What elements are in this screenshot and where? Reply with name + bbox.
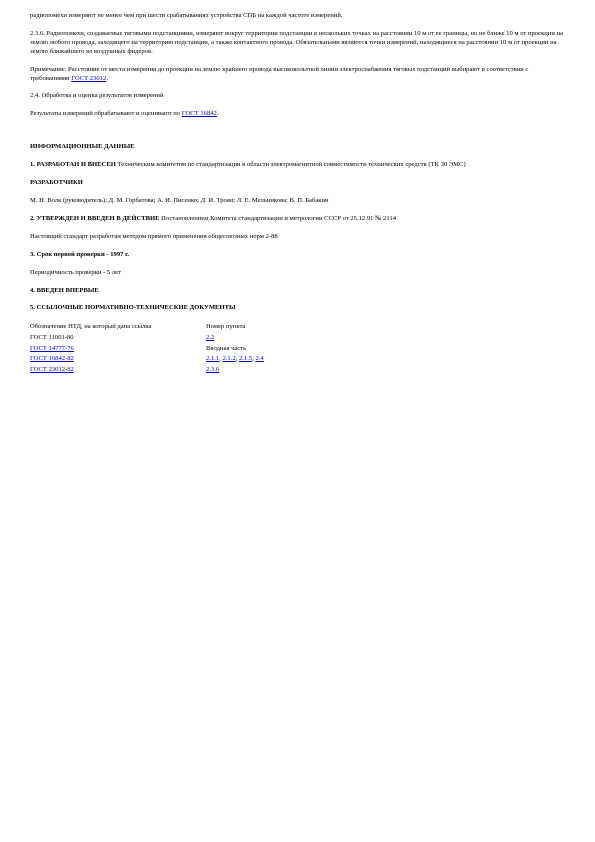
table-row [30, 333, 326, 344]
item-2-label: 2. УТВЕРЖДЕН И ВВЕДЕН В ДЕЙСТВИЕ [30, 214, 160, 222]
info-item-3: 3. Срок первой проверки - 1997 г. [30, 250, 129, 258]
references-table [30, 322, 326, 375]
section-2-4-heading: 2.4. Обработка и оценка результатов измерений [30, 92, 164, 100]
table-row [30, 344, 326, 355]
item-link[interactable]: 2.1.1 [206, 355, 220, 363]
item-3-periodicity: Периодичность проверки - 5 лет [30, 268, 121, 276]
table-cell-items [206, 333, 326, 344]
paragraph-note [30, 66, 567, 84]
table-cell-doc [30, 354, 206, 365]
paragraph-2-3-6: 2.3.6. Радиопомехи, создаваемые тяговыми подстанциями, измеряют вокруг территории подстанции в нескольких точках на расстоянии 10 м от ее границы, но не ближе 10 м от проекции на землю любого провода, заходящего на территорию подстанции, а также контактного провода. Обязательными являются точки измерений, находящиеся на расстоянии 10 м от проекции на землю ближайшего из воздушных фидеров. [30, 29, 563, 55]
table-cell-doc [30, 365, 206, 376]
table-cell-doc [30, 333, 206, 344]
table-row [30, 365, 326, 376]
note-end: . [106, 74, 108, 82]
item-2-text: Постановлением Комитета стандартизации и метрологии СССР от 25.12.91 № 2114 [159, 214, 396, 222]
table-header-doc: Обозначение НТД, на который дана ссылка [30, 323, 152, 331]
doc-text: ГОСТ 11001-80 [30, 333, 74, 341]
table-cell-items [206, 344, 326, 355]
table-header-row [30, 322, 326, 333]
table-header-item: Номер пункта [206, 323, 246, 331]
doc-link[interactable]: ГОСТ 16842-82 [30, 355, 74, 363]
developers-list: М. Н. Волк (руководитель); Д. М. Горбатова; А. И. Писенко; Д. И. Троян; Л. Е. Мельникова; В. П. Бабакин [30, 196, 329, 204]
item-text: Вводная часть [206, 344, 247, 352]
item-link[interactable]: 2.1.2 [222, 355, 236, 363]
doc-link[interactable]: ГОСТ 14777-76 [30, 344, 74, 352]
info-heading: ИНФОРМАЦИОННЫЕ ДАННЫЕ [30, 143, 135, 151]
results-end: . [216, 110, 219, 118]
table-cell-items [206, 365, 326, 376]
doc-link[interactable]: ГОСТ 23012-82 [30, 365, 74, 373]
paragraph-measurement-count: радиопомехи измеряют не менее чем при шести срабатываниях устройства СПБ на каждой частоте измерений. [30, 12, 343, 19]
note-text: Примечание. Расстояние от места измерения до проекции на землю крайнего провода высоковольтной линии электроснабжения тяговых подстанций выбирают в соответствии с требованиями [30, 65, 529, 82]
references-table-body [30, 322, 326, 375]
link-gost-16842[interactable]: ГОСТ 16842 [181, 110, 217, 118]
developers-heading: РАЗРАБОТЧИКИ [30, 179, 83, 187]
info-item-5: 5. ССЫЛОЧНЫЕ НОРМАТИВНО-ТЕХНИЧЕСКИЕ ДОКУМЕНТЫ [30, 304, 236, 312]
table-cell-doc [30, 344, 206, 355]
item-link[interactable]: 2.3.6 [206, 365, 220, 373]
paragraph-results [30, 110, 567, 119]
table-row [30, 354, 326, 365]
item-link[interactable]: 2.4 [255, 355, 264, 363]
results-text: Результаты измерений обрабатывают и оценивают по [30, 110, 182, 118]
item-link[interactable]: 2.1.5 [238, 355, 253, 363]
info-item-1 [30, 161, 567, 170]
item-1-text: Техническим комитетом по стандартизации в области электромагнитной совместимости технических средств (ТК 30 ЭМС) [115, 161, 466, 169]
link-gost-23012[interactable]: ГОСТ 23012 [71, 74, 107, 82]
item-link[interactable]: 2.2 [206, 333, 215, 341]
table-cell-items: 2.1.1, 2.1.2, 2.1.5, 2.4 [206, 355, 264, 363]
item-1-label: 1. РАЗРАБОТАН И ВНЕСЕН [30, 161, 116, 169]
info-item-4: 4. ВВЕДЕН ВПЕРВЫЕ [30, 286, 99, 294]
item-2-note: Настоящий стандарт разработан методом прямого применения общесоюзных норм 2-88 [30, 232, 278, 240]
info-item-2 [30, 215, 567, 224]
